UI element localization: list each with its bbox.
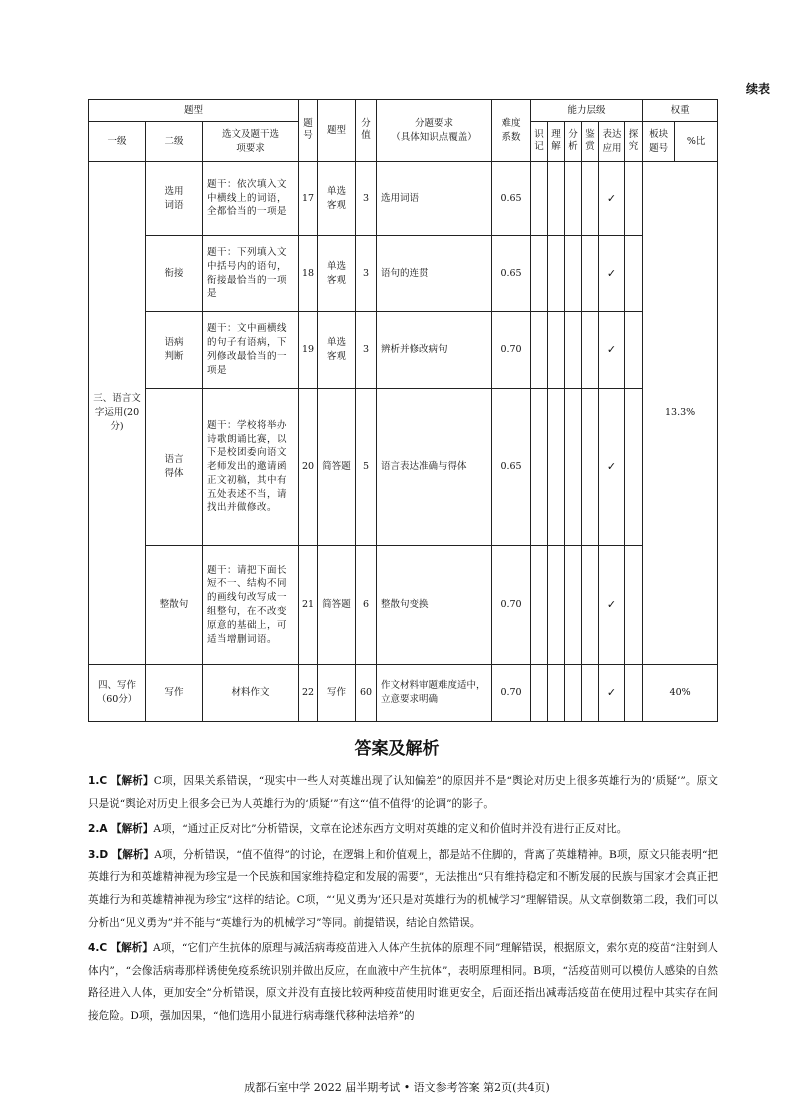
row-type: 简答题 [318,546,356,665]
answer-number: 2.A [88,823,108,836]
row-level2: 写作 [146,665,203,722]
row-requirement: 辨析并修改病句 [377,312,492,389]
header-req-sub: （具体知识点覆盖） [391,131,477,143]
answer-number: 4.C [88,942,108,955]
row-stem: 题干：下列填入文中括号内的语句，衔接最恰当的一项是 [203,236,299,312]
check-icon: ✓ [599,389,625,546]
row-level2: 选用词语 [146,162,203,236]
header-req-main: 分题要求 [415,117,454,129]
continued-label: 续表 [745,82,770,96]
section3-level1: 三、语言文字运用(20分) [89,162,146,665]
table-row [89,546,718,665]
row-score: 5 [356,389,377,546]
header-tixing: 题型 [89,100,299,122]
page-footer: 成都石室中学 2022 届半期考试 • 语文参考答案 第2页(共4页) [244,1081,550,1094]
header-ability-2: 理解 [548,122,565,162]
row-score: 6 [356,546,377,665]
header-weight: 权重 [643,100,718,122]
row-type: 简答题 [318,389,356,546]
row-type: 写作 [318,665,356,722]
answer-tag: 【解析】 [110,823,154,836]
header-ability: 能力层级 [531,100,643,122]
row-level2: 整散句 [146,546,203,665]
row-difficulty: 0.65 [492,389,531,546]
row-difficulty: 0.70 [492,665,531,722]
row-number: 18 [299,236,318,312]
row-score: 3 [356,162,377,236]
answer-item [88,770,718,815]
row-number: 21 [299,546,318,665]
answer-text: A项，“它们产生抗体的原理与减活病毒疫苗进入人体产生抗体的原理不同”理解错误，根据原文，索尔克的疫苗“注射到人体内”，“会像活病毒那样诱使免疫系统识别并做出反应，在血液中产生抗体”，表明原理相同。B项，“活疫苗则可以模仿人感染的自然路径进入人体，更加安全”分析错误，原文并没有直接比较两种疫苗使用时谁更安全，后面还指出减毒活疫苗在使用过程中其实存在间接危险。D项，强加因果，“他们选用小鼠进行病毒继代移种法培养”的 [88,942,718,1022]
header-level2: 二级 [146,122,203,162]
answer-item [88,937,718,1027]
answer-item [88,844,718,934]
answers-title: 答案及解析 [354,739,440,759]
row-requirement: 语言表达准确与得体 [377,389,492,546]
row-requirement: 作文材料审题难度适中，立意要求明确 [377,665,492,722]
row-requirement: 语句的连贯 [377,236,492,312]
header-score: 分值 [356,100,377,162]
answer-number: 1.C [88,775,108,787]
table-row [89,312,718,389]
check-icon: ✓ [599,312,625,389]
answer-tag: 【解析】 [110,775,154,787]
header-ability-4: 鉴赏 [582,122,599,162]
row-number: 17 [299,162,318,236]
header-weight-1: 板块题号 [643,122,675,162]
answers-list [88,770,718,1031]
table-row [89,665,718,722]
section4-weight: 40% [643,665,718,722]
check-icon: ✓ [599,665,625,722]
row-type: 单选客观 [318,312,356,389]
header-type: 题型 [318,100,356,162]
answer-tag: 【解析】 [110,942,153,955]
check-icon: ✓ [599,162,625,236]
check-icon: ✓ [599,236,625,312]
answer-text: C项，因果关系错误，“现实中一些人对英雄出现了认知偏差”的原因并不是“舆论对历史上很多英雄行为的‘质疑’”。原文只是说“舆论对历史上很多会已为人英雄行为的‘质疑’”有这“‘值不值得’的论调”的影子。 [88,775,719,810]
answer-item [88,818,718,841]
row-stem: 题干：学校将举办诗歌朗诵比赛，以下是校团委向语文老师发出的邀请函正文初稿，其中有五处表述不当，请找出并做修改。 [203,389,299,546]
row-requirement: 整散句变换 [377,546,492,665]
row-difficulty: 0.70 [492,546,531,665]
header-ability-3: 分析 [565,122,582,162]
row-number: 20 [299,389,318,546]
check-icon: ✓ [599,546,625,665]
header-level1: 一级 [89,122,146,162]
row-stem: 材料作文 [203,665,299,722]
header-stem-req: 选文及题干选项要求 [203,122,299,162]
row-type: 单选客观 [318,162,356,236]
header-ability-5: 表达应用 [599,122,625,162]
header-ability-6: 探究 [625,122,643,162]
row-level2: 衔接 [146,236,203,312]
answer-text: A项，“通过正反对比”分析错误，文章在论述东西方文明对英雄的定义和价值时并没有进行正反对比。 [153,823,628,836]
header-ability-1: 识记 [531,122,548,162]
row-stem: 题干：请把下面长短不一、结构不同的画线句改写成一组整句，在不改变原意的基础上，可适当增删词语。 [203,546,299,665]
row-difficulty: 0.65 [492,236,531,312]
section3-weight: 13.3% [643,162,718,665]
row-type: 单选客观 [318,236,356,312]
header-weight-2: %比 [675,122,718,162]
row-difficulty: 0.65 [492,162,531,236]
exam-spec-table [88,99,718,722]
row-level2: 语言得体 [146,389,203,546]
row-score: 60 [356,665,377,722]
header-requirement [377,100,492,162]
row-requirement: 选用词语 [377,162,492,236]
answer-tag: 【解析】 [111,848,155,861]
answer-text: A项，分析错误，“值不值得”的讨论，在逻辑上和价值观上，都是站不住脚的，背离了英雄精神。B项，原文只能表明“把英雄行为和英雄精神视为珍宝是一个民族和国家维持稳定和发展的需要”，无法推出“只有维持稳定和不断发展的民族与国家才会真正把英雄行为和英雄精神视为珍宝”这样的结论。C项，“‘见义勇为’还只是对英雄行为的机械学习”理解错误。从文章倒数第二段，我们可以分析出“见义勇为”并不能与“英雄行为的机械学习”等同。前提错误，结论自然错误。 [88,848,718,929]
row-difficulty: 0.70 [492,312,531,389]
row-stem: 题干：依次填入文中横线上的词语，全都恰当的一项是 [203,162,299,236]
table-row [89,236,718,312]
row-number: 19 [299,312,318,389]
row-number: 22 [299,665,318,722]
row-score: 3 [356,236,377,312]
row-level2: 语病判断 [146,312,203,389]
section4-level1: 四、写作（60分） [89,665,146,722]
answer-number: 3.D [88,848,109,861]
table-row [89,162,718,236]
row-score: 3 [356,312,377,389]
header-tihao: 题号 [299,100,318,162]
row-stem: 题干：文中画横线的句子有语病，下列修改最恰当的一项是 [203,312,299,389]
table-row [89,389,718,546]
header-difficulty: 难度系数 [492,100,531,162]
